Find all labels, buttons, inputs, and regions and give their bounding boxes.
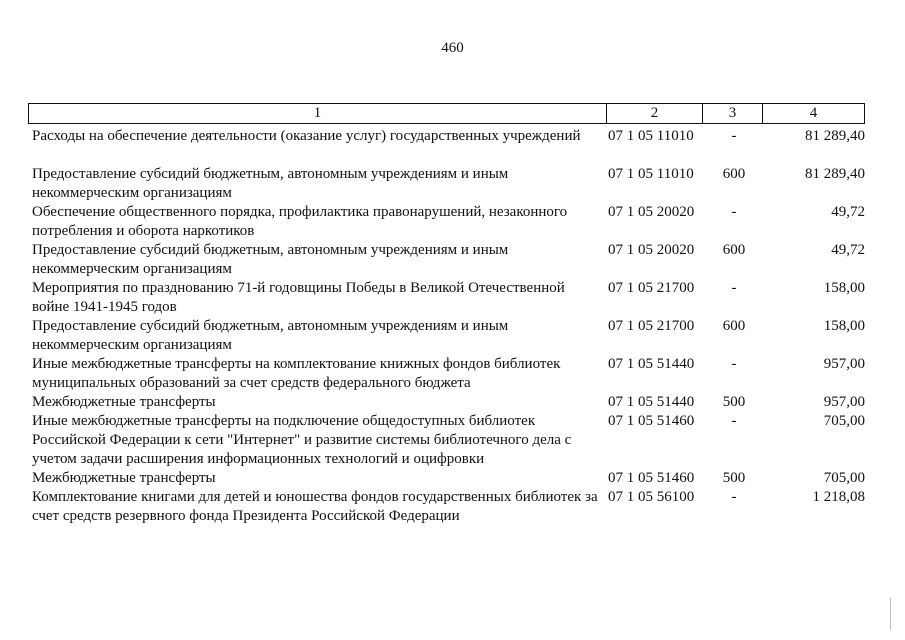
row-code: 07 1 05 21700 <box>608 318 695 334</box>
header-cell-1: 1 <box>313 105 322 121</box>
row-description <box>32 279 612 317</box>
row-expense-type: - <box>731 356 737 372</box>
description-line: учетом задачи расширения информационных технологий и оцифровки <box>32 451 485 467</box>
description-line: счет средств резервного фонда Президента Российской Федерации <box>32 508 460 524</box>
row-expense-type: - <box>731 280 737 296</box>
page-edge-mark <box>890 598 891 630</box>
row-code: 07 1 05 20020 <box>608 242 695 258</box>
row-code: 07 1 05 11010 <box>608 166 694 182</box>
row-description <box>32 412 612 469</box>
row-code: 07 1 05 21700 <box>608 280 695 296</box>
description-line: потребления и оборота наркотиков <box>32 223 255 239</box>
row-amount: 81 289,40 <box>805 166 865 182</box>
description-line: Предоставление субсидий бюджетным, автономным учреждениям и иным <box>32 242 509 258</box>
row-description <box>32 241 612 279</box>
description-line: Комплектование книгами для детей и юношества фондов государственных библиотек за <box>32 489 598 505</box>
row-amount: 1 218,08 <box>812 489 865 505</box>
row-expense-type: - <box>731 128 737 144</box>
row-expense-type: 600 <box>722 166 746 182</box>
description-line: Обеспечение общественного порядка, профилактика правонарушений, незаконного <box>32 204 568 220</box>
row-description <box>32 127 612 146</box>
description-line: Предоставление субсидий бюджетным, автономным учреждениям и иным <box>32 166 509 182</box>
row-description <box>32 488 612 526</box>
row-amount: 158,00 <box>823 280 865 296</box>
row-expense-type: 600 <box>722 318 746 334</box>
row-description <box>32 203 612 241</box>
row-description <box>32 355 612 393</box>
description-line: Мероприятия по празднованию 71-й годовщины Победы в Великой Отечественной <box>32 280 565 296</box>
row-expense-type: 600 <box>722 242 746 258</box>
header-cell-3: 3 <box>702 104 762 123</box>
row-amount: 81 289,40 <box>805 128 865 144</box>
row-expense-type: 500 <box>722 470 746 486</box>
row-code: 07 1 05 51460 <box>608 413 695 429</box>
row-amount: 49,72 <box>831 204 865 220</box>
row-expense-type: - <box>731 413 737 429</box>
description-line: Российской Федерации к сети "Интернет" и развитие системы библиотечного дела с <box>32 432 572 448</box>
header-cell-2: 2 <box>606 104 702 123</box>
description-line: Расходы на обеспечение деятельности (оказание услуг) государственных учреждений <box>32 128 581 144</box>
description-line: муниципальных образований за счет средств федерального бюджета <box>32 375 471 391</box>
description-line: Межбюджетные трансферты <box>32 470 216 486</box>
description-line: некоммерческим организациям <box>32 337 232 353</box>
row-expense-type: - <box>731 204 737 220</box>
page-number: 460 <box>441 40 464 56</box>
row-amount: 49,72 <box>831 242 865 258</box>
row-amount: 957,00 <box>823 356 865 372</box>
row-amount: 158,00 <box>823 318 865 334</box>
description-line: некоммерческим организациям <box>32 185 232 201</box>
row-description <box>32 165 612 203</box>
row-amount: 705,00 <box>823 413 865 429</box>
row-code: 07 1 05 11010 <box>608 128 694 144</box>
table-header <box>28 103 865 124</box>
row-description <box>32 393 612 412</box>
row-code: 07 1 05 56100 <box>608 489 695 505</box>
description-line: некоммерческим организациям <box>32 261 232 277</box>
description-line: Предоставление субсидий бюджетным, автономным учреждениям и иным <box>32 318 509 334</box>
description-line: войне 1941-1945 годов <box>32 299 177 315</box>
row-description <box>32 317 612 355</box>
header-cell-4: 4 <box>762 104 864 123</box>
row-expense-type: 500 <box>722 394 746 410</box>
description-line: Межбюджетные трансферты <box>32 394 216 410</box>
description-line: Иные межбюджетные трансферты на подключение общедоступных библиотек <box>32 413 536 429</box>
row-code: 07 1 05 51440 <box>608 356 695 372</box>
row-code: 07 1 05 20020 <box>608 204 695 220</box>
description-line: Иные межбюджетные трансферты на комплектование книжных фондов библиотек <box>32 356 561 372</box>
row-expense-type: - <box>731 489 737 505</box>
row-code: 07 1 05 51440 <box>608 394 695 410</box>
row-amount: 957,00 <box>823 394 865 410</box>
row-code: 07 1 05 51460 <box>608 470 695 486</box>
row-description <box>32 469 612 488</box>
row-amount: 705,00 <box>823 470 865 486</box>
